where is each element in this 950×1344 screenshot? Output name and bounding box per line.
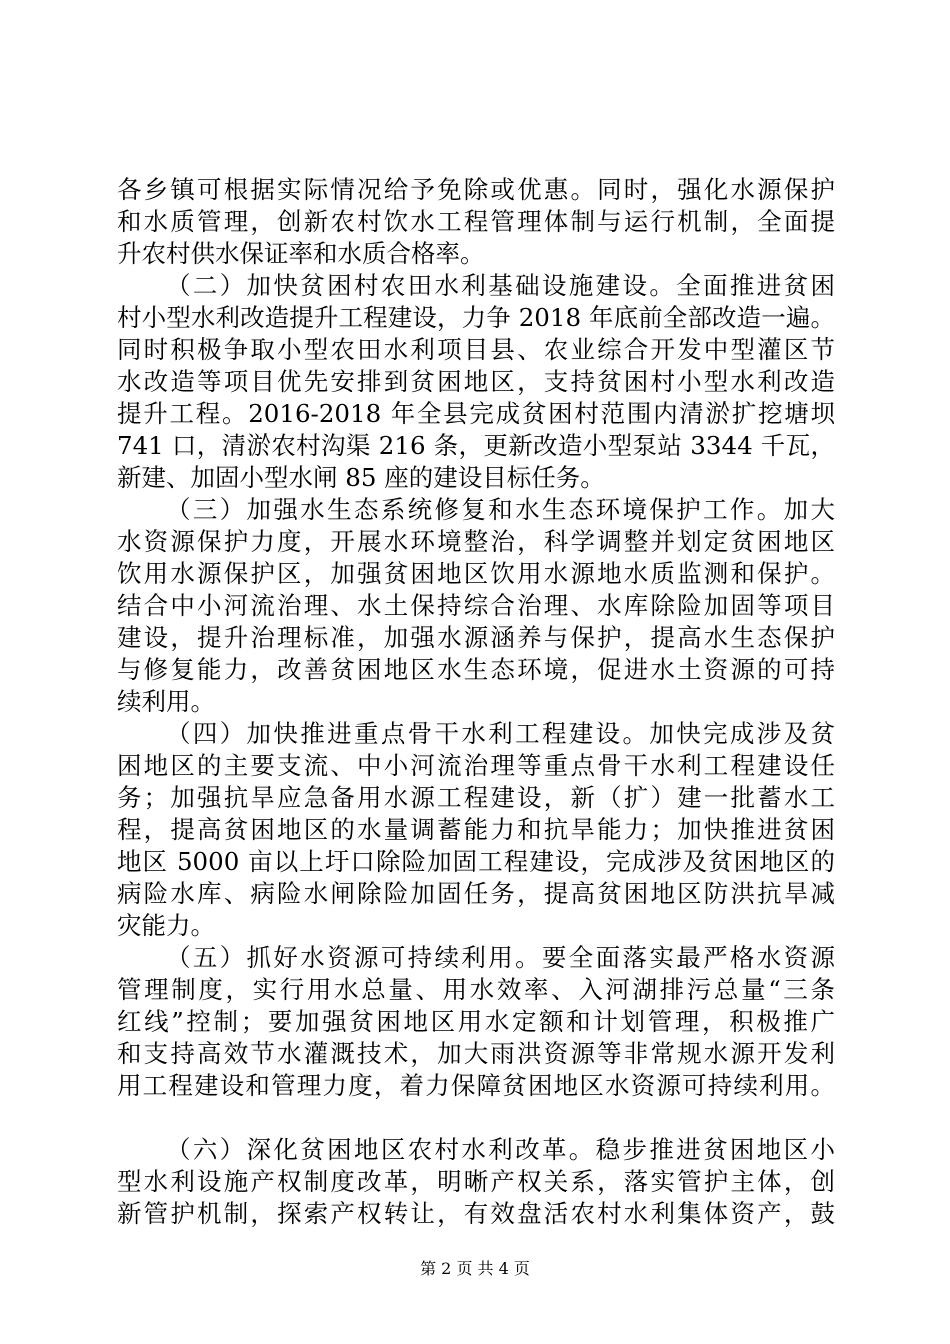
text-line: 741 口，清淤农村沟渠 216 条，更新改造小型泵站 3344 千瓦， (117, 431, 835, 460)
document-body (117, 174, 835, 1230)
text-line: 灾能力。 (117, 911, 215, 940)
text-line: 各乡镇可根据实际情况给予免除或优惠。同时，强化水源保护 (117, 175, 835, 204)
text-line: 型水利设施产权制度改革，明晰产权关系，落实管护主体，创 (117, 1167, 835, 1196)
text-line: 地区 5000 亩以上圩口除险加固工程建设，完成涉及贫困地区的 (117, 847, 835, 876)
text-line: 病险水库、病险水闸除险加固任务，提高贫困地区防洪抗旱减 (117, 879, 835, 908)
text-line: 新建、加固小型水闸 85 座的建设目标任务。 (117, 463, 605, 492)
text-line: 管理制度，实行用水总量、用水效率、入河湖排污总量“三条 (117, 975, 835, 1004)
text-line: 续利用。 (117, 687, 215, 716)
text-line: （三）加强水生态系统修复和水生态环境保护工作。加大 (166, 495, 835, 524)
text-line: （二）加快贫困村农田水利基础设施建设。全面推进贫困 (166, 271, 835, 300)
text-line: 与修复能力，改善贫困地区水生态环境，促进水土资源的可持 (117, 655, 835, 684)
text-line: 饮用水源保护区，加强贫困地区饮用水源地水质监测和保护。 (117, 559, 835, 588)
text-line: 村小型水利改造提升工程建设，力争 2018 年底前全部改造一遍。 (117, 303, 835, 332)
text-line: 水改造等项目优先安排到贫困地区，支持贫困村小型水利改造 (117, 367, 835, 396)
text-line: 水资源保护力度，开展水环境整治，科学调整并划定贫困地区 (117, 527, 835, 556)
text-line: 同时积极争取小型农田水利项目县、农业综合开发中型灌区节 (117, 335, 835, 364)
page-footer (0, 1259, 950, 1279)
text-line: （五）抓好水资源可持续利用。要全面落实最严格水资源 (166, 943, 835, 972)
page-number-label: 第 2 页 共 4 页 (420, 1259, 530, 1278)
text-line: 建设，提升治理标准，加强水源涵养与保护，提高水生态保护 (117, 623, 835, 652)
paragraph-gap (117, 1102, 835, 1134)
text-line: （六）深化贫困地区农村水利改革。稳步推进贫困地区小 (166, 1135, 835, 1164)
text-line: 和支持高效节水灌溉技术，加大雨洪资源等非常规水源开发利 (117, 1039, 835, 1068)
text-line: 结合中小河流治理、水土保持综合治理、水库除险加固等项目 (117, 591, 835, 620)
text-line: 提升工程。2016-2018 年全县完成贫困村范围内清淤扩挖塘坝 (117, 399, 835, 428)
text-line: 红线”控制；要加强贫困地区用水定额和计划管理，积极推广 (117, 1007, 835, 1036)
text-line: （四）加快推进重点骨干水利工程建设。加快完成涉及贫 (166, 719, 835, 748)
text-line: 新管护机制，探索产权转让，有效盘活农村水利集体资产，鼓 (117, 1199, 835, 1228)
text-line: 升农村供水保证率和水质合格率。 (117, 239, 485, 268)
text-line: 和水质管理，创新农村饮水工程管理体制与运行机制，全面提 (117, 207, 835, 236)
text-line: 程，提高贫困地区的水量调蓄能力和抗旱能力；加快推进贫困 (117, 815, 835, 844)
text-line: 用工程建设和管理力度，着力保障贫困地区水资源可持续利用。 (117, 1071, 835, 1100)
text-line: 困地区的主要支流、中小河流治理等重点骨干水利工程建设任 (117, 751, 835, 780)
text-line: 务；加强抗旱应急备用水源工程建设，新（扩）建一批蓄水工 (117, 783, 835, 812)
